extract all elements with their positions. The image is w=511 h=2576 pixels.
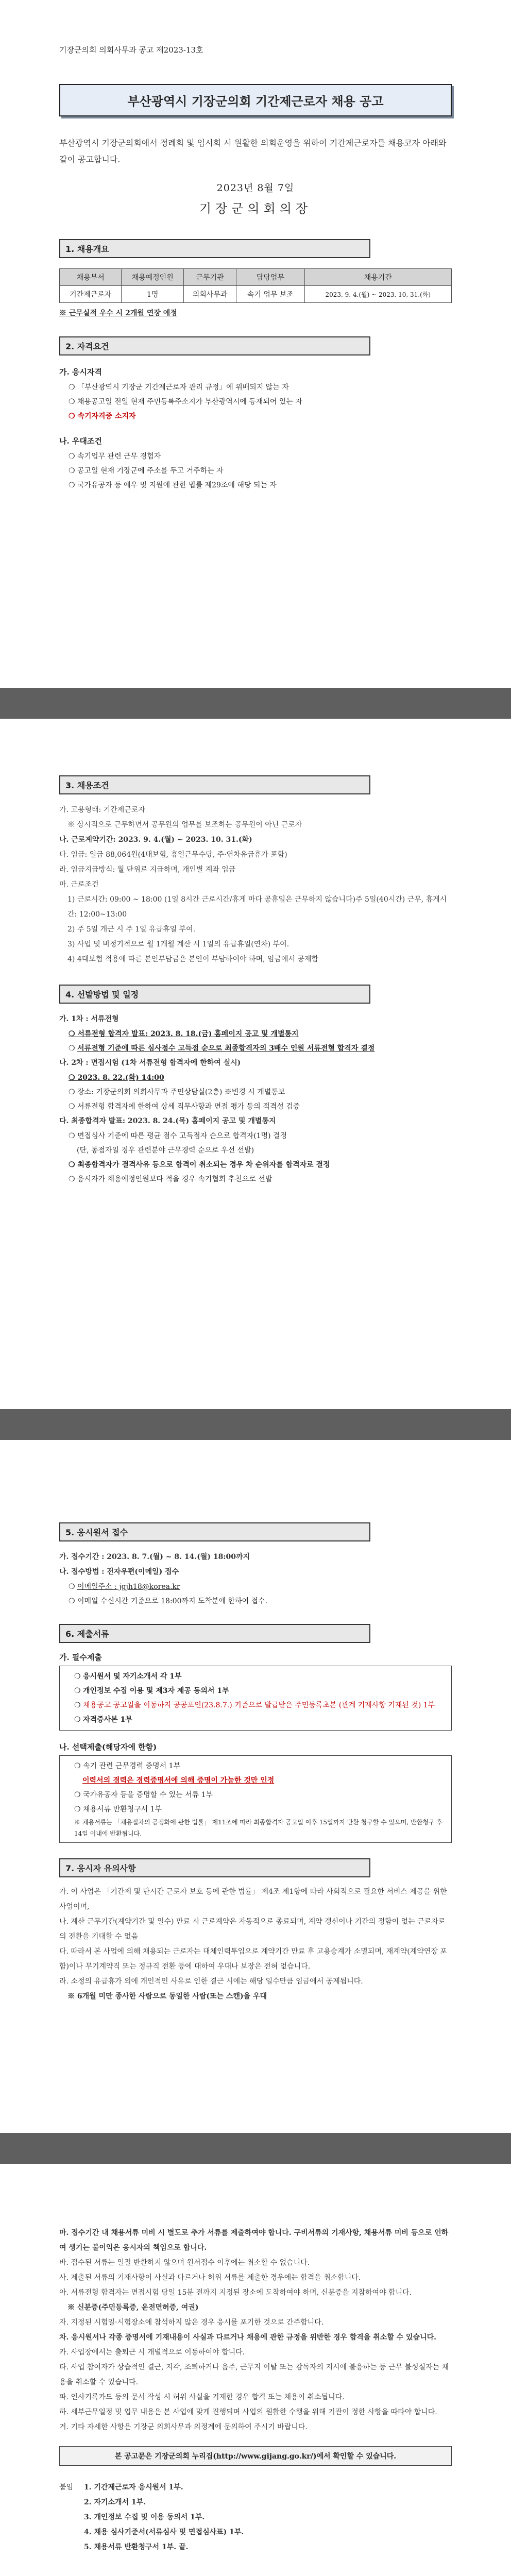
required-docs-box: [59, 1666, 452, 1731]
note-line: 파. 인사기록카드 등의 문서 작성 시 허위 사실을 기재한 경우 합격 또는 채용이 취소됩니다.: [59, 2393, 345, 2401]
list-item: ❍ 응시원서 및 자기소개서 각 1부: [74, 1672, 182, 1681]
subheading-optional-docs: 나. 선택제출(해당자에 한함): [59, 1742, 157, 1752]
notice-date: 2023년 8월 7일: [216, 182, 295, 194]
condition-line: 2) 주 5일 개근 시 주 1일 유급휴일 부여.: [67, 925, 196, 934]
section-heading-conditions: 3. 채용조건: [59, 775, 370, 794]
application-line: ❍ 이메일 수신시간 기준으로 18:00까지 도착분에 한하여 접수.: [69, 1597, 268, 1605]
note-line: 나. 계산 근무기간(계약기간 및 일수) 만료 시 근로계약은 자동적으로 종료되며, 계약 갱신이나 기간의 정함이 없는 근로자로의 전환을 기대할 수 없음: [59, 1918, 446, 1941]
condition-line: 다. 임금: 일급 88,064원(4대보험, 휴일근무수당, 주·연차유급휴가 포함): [59, 851, 287, 859]
section-heading-selection: 4. 선발방법 및 일정: [59, 985, 370, 1004]
table-cell: 1명: [122, 286, 183, 303]
condition-line: 4) 4대보험 적용에 따른 본인부담금은 본인이 부담하여야 하며, 임금에서 공제함: [67, 955, 319, 963]
list-item: ❍ 채용공고 공고일을 이동하지 공공포인(23.8.7.) 기준으로 발급받은 주민등록초본 (관계 기재사항 기재된 것) 1부: [74, 1701, 435, 1709]
list-item: ❍ 국가유공자 등을 증명할 수 있는 서류 1부: [74, 1791, 213, 1799]
section-heading-application: 5. 응시원서 접수: [59, 1522, 370, 1541]
page-1: [0, 0, 511, 688]
table-header: 채용부서: [60, 269, 122, 286]
table-header: 담당업무: [236, 269, 304, 286]
list-item: ※ 채용서류는 「채용절차의 공정화에 관한 법률」 제11조에 따라 최종합격자 공고일 이후 15일까지 반환 청구할 수 있으며, 반환청구 후 14일 이내에 반환됩니다.: [74, 1819, 442, 1837]
intro-text: 부산광역시 기장군의회에서 정례회 및 임시회 시 원활한 의회운영을 위하여 기간제근로자를 채용코자 아래와 같이 공고합니다.: [59, 138, 447, 164]
application-line: 가. 접수기간 : 2023. 8. 7.(월) ~ 8. 14.(월) 18:00까지: [59, 1553, 250, 1561]
section-heading-documents: 6. 제출서류: [59, 1624, 370, 1643]
section-heading-qualifications: 2. 자격요건: [59, 336, 370, 355]
subheading-preference: 나. 우대조건: [59, 436, 102, 446]
page-gap: [0, 2133, 511, 2164]
notice-number: 기장군의회 의회사무과 공고 제2023-13호: [59, 45, 203, 55]
attachments: [59, 2480, 452, 2555]
list-item: 이력서의 경력은 경력증명서에 의해 증명이 가능한 것만 인정: [82, 1776, 275, 1785]
page-2: [0, 719, 511, 1409]
attachments-label: 붙임: [59, 2483, 74, 2492]
selection-line: (단, 동점자일 경우 관련분야 근무경력 순으로 우선 선발): [77, 1146, 254, 1155]
list-item: ❍ 속기 관련 근무경력 증명서 1부: [74, 1762, 181, 1770]
list-item: ❍ 개인정보 수집 이용 및 제3자 제공 동의서 1부: [74, 1687, 229, 1695]
note-line: ※ 6개월 미만 종사한 사람으로 동일한 사람(또는 스캔)을 우대: [67, 1992, 267, 2001]
condition-line: 라. 임금지급방식: 월 단위로 지급하며, 개인별 계좌 입금: [59, 866, 236, 874]
table-header: 채용예정인원: [122, 269, 183, 286]
attachment-item: 4. 채용 심사기준서(서류심사 및 면접심사표) 1부.: [84, 2528, 244, 2536]
attachment-item: 5. 채용서류 반환청구서 1부. 끝.: [84, 2543, 189, 2551]
list-item: ❍ 국가유공자 등 예우 및 지원에 관한 법률 제29조에 해당 되는 자: [69, 481, 277, 489]
list-item: ❍ 속기업무 관련 근무 경험자: [69, 452, 161, 461]
note-line: 마. 접수기간 내 채용서류 미비 시 별도로 추가 서류를 제출하여야 합니다. 구비서류의 기재사항, 채용서류 미비 등으로 인하여 생기는 불이익은 응시자의 책임으로 합니다.: [59, 2229, 449, 2252]
note-line: 타. 사업 참여자가 상습적인 결근, 지각, 조퇴하거나 음주, 근무지 이탈 또는 감독자의 지시에 불응하는 등 근무 불성실자는 채용을 취소할 수 있습니다.: [59, 2363, 449, 2386]
note-line: 카. 사업장에서는 출퇴근 시 개별적으로 이동하여야 합니다.: [59, 2348, 245, 2357]
selection-line: ❍ 최종합격자가 결격사유 등으로 합격이 취소되는 경우 차 순위자를 합격자로 결정: [69, 1161, 330, 1169]
attachment-item: 1. 기간제근로자 응시원서 1부.: [84, 2483, 183, 2492]
page-title: 부산광역시 기장군의회 기간제근로자 채용 공고: [59, 84, 452, 116]
selection-line: ❍ 서류전형 합격자에 한하여 상세 직무사항과 면접 평가 등의 적격성 검증: [69, 1103, 300, 1111]
optional-docs-box: [59, 1755, 452, 1843]
attachment-item: 2. 자기소개서 1부.: [84, 2498, 146, 2506]
section-heading-overview: 1. 채용개요: [59, 239, 370, 258]
note-line: 라. 소정의 유급휴가 외에 개인적인 사유로 인한 결근 시에는 해당 일수만큼 임금에서 공제됩니다.: [59, 1977, 363, 1986]
condition-line: 마. 근로조건: [59, 880, 99, 889]
selection-line: 다. 최종합격자 발표: 2023. 8. 24.(목) 홈페이지 공고 및 개별통지: [59, 1117, 276, 1125]
selection-line: ❍ 서류전형 기준에 따른 심사점수 고득점 순으로 최종합격자의 3배수 인원 서류전형 합격자 결정: [69, 1044, 375, 1053]
selection-line: ❍ 응시자가 채용예정인원보다 적을 경우 속기협회 추천으로 선발: [69, 1175, 272, 1183]
condition-line: ※ 상시적으로 근무하면서 공무원의 업무를 보조하는 공무원이 아닌 근로자: [67, 821, 302, 829]
page-gap: [0, 1409, 511, 1440]
organization-name: 기장군의회의장: [199, 201, 312, 216]
table-cell: 기간제근로자: [60, 286, 122, 303]
note-line: 아. 서류전형 합격자는 면접시험 당일 15분 전까지 지정된 장소에 도착하여야 하며, 신분증을 지참하여야 합니다.: [59, 2289, 412, 2297]
list-item: ❍ 채용공고일 전일 현재 주민등록주소지가 부산광역시에 등재되어 있는 자: [69, 398, 302, 406]
overview-note: ※ 근무실적 우수 시 2개월 연장 예정: [59, 309, 177, 317]
page-3: [0, 1440, 511, 2133]
table-header-row: [60, 269, 452, 286]
list-item: ❍ 채용서류 반환청구서 1부: [74, 1805, 162, 1814]
note-line: 사. 제출된 서류의 기재사항이 사실과 다르거나 허위 서류를 제출한 경우에는 합격을 취소합니다.: [59, 2274, 361, 2282]
selection-line: ❍ 면접심사 기준에 따른 평균 점수 고득점자 순으로 합격자(1명) 결정: [69, 1132, 287, 1140]
table-cell: 2023. 9. 4.(월) ~ 2023. 10. 31.(화): [304, 286, 451, 303]
table-row: [60, 286, 452, 303]
note-line: ※ 신분증(주민등록증, 운전면허증, 여권): [67, 2303, 199, 2312]
selection-line: 가. 1차 : 서류전형: [59, 1015, 119, 1023]
selection-line: 나. 2차 : 면접시험 (1차 서류전형 합격자에 한하여 실시): [59, 1059, 241, 1067]
list-item: ❍ 「부산광역시 기장군 기간제근로자 관리 규정」에 위배되지 않는 자: [69, 383, 289, 392]
note-line: 하. 세부근무일정 및 업무 내용은 본 사업에 맞게 진행되며 사업의 원활한 수행을 위해 기관이 정한 사항을 따라야 합니다.: [59, 2408, 437, 2416]
selection-line: ❍ 장소: 기장군의회 의회사무과 주민상담실(2층) ※변경 시 개별통보: [69, 1088, 285, 1096]
table-cell: 속기 업무 보조: [236, 286, 304, 303]
table-cell: 의회사무과: [183, 286, 236, 303]
selection-line: ❍ 서류전형 합격자 발표: 2023. 8. 18.(금) 홈페이지 공고 및 개별통지: [69, 1030, 299, 1038]
attachment-item: 3. 개인정보 수집 및 이용 동의서 1부.: [84, 2513, 205, 2521]
note-line: 다. 따라서 본 사업에 의해 채용되는 근로자는 대체인력투입으로 계약기간 만료 후 고용승계가 소멸되며, 재계약(계약연장 포함)이나 무기계약직 또는 정규직 전환 등에 대하여 우대나 보장은 전혀 없습니다.: [59, 1947, 447, 1971]
page-gap: [0, 688, 511, 719]
note-line: 차. 응시원서나 각종 증명서에 기재내용이 사실과 다르거나 채용에 관한 규정을 위반한 경우 합격을 취소할 수 있습니다.: [59, 2333, 437, 2342]
note-line: 자. 지정된 시험일·시험장소에 참석하지 않은 경우 응시를 포기한 것으로 간주합니다.: [59, 2318, 324, 2327]
page-4: [0, 2164, 511, 2576]
note-line: 거. 기타 자세한 사항은 기장군 의회사무과 의정계에 문의하여 주시기 바랍니다.: [59, 2423, 308, 2431]
selection-line: ❍ 2023. 8. 22.(화) 14:00: [69, 1074, 164, 1082]
condition-line: 나. 근로계약기간: 2023. 9. 4.(월) ~ 2023. 10. 31.(화): [59, 836, 252, 844]
table-header: 채용기간: [304, 269, 451, 286]
subheading-required-docs: 가. 필수제출: [59, 1653, 102, 1662]
condition-line: 1) 근로시간: 09:00 ~ 18:00 (1일 8시간 근로시간/휴게 마다 공휴일은 근무하지 않습니다)주 5일(40시간) 근무, 휴게시간: 12:00~13:00: [67, 895, 447, 919]
contact-box: 본 공고문은 기장군의회 누리집(http://www.gijang.go.kr/)에서 확인할 수 있습니다.: [59, 2446, 452, 2466]
condition-line: 가. 고용형태: 기간제근로자: [59, 806, 145, 814]
subheading-eligibility: 가. 응시자격: [59, 367, 102, 377]
condition-line: 3) 사업 및 비정기적으로 월 1개월 계산 시 1일의 유급휴일(연차) 부여.: [67, 940, 289, 948]
note-line: 바. 접수된 서류는 일절 반환하지 않으며 원서접수 이후에는 취소할 수 없습니다.: [59, 2259, 310, 2267]
section-heading-notes: 7. 응시자 유의사항: [59, 1858, 370, 1877]
note-line: 가. 이 사업은 「기간제 및 단시간 근로자 보호 등에 관한 법률」 제4조 제1항에 따라 사회적으로 필요한 서비스 제공을 위한 사업이며,: [59, 1888, 447, 1911]
list-item: ❍ 공고일 현재 기장군에 주소를 두고 거주하는 자: [69, 467, 224, 475]
table-header: 근무기관: [183, 269, 236, 286]
application-line: 나. 접수방법 : 전자우편(이메일) 접수: [59, 1568, 179, 1576]
list-item: ❍ 자격증사본 1부: [74, 1716, 132, 1724]
list-item: ❍ 속기자격증 소지자: [69, 412, 136, 420]
overview-table: [59, 268, 452, 303]
application-line: ❍ 이메일주소 : jgjh18@korea.kr: [69, 1583, 180, 1591]
